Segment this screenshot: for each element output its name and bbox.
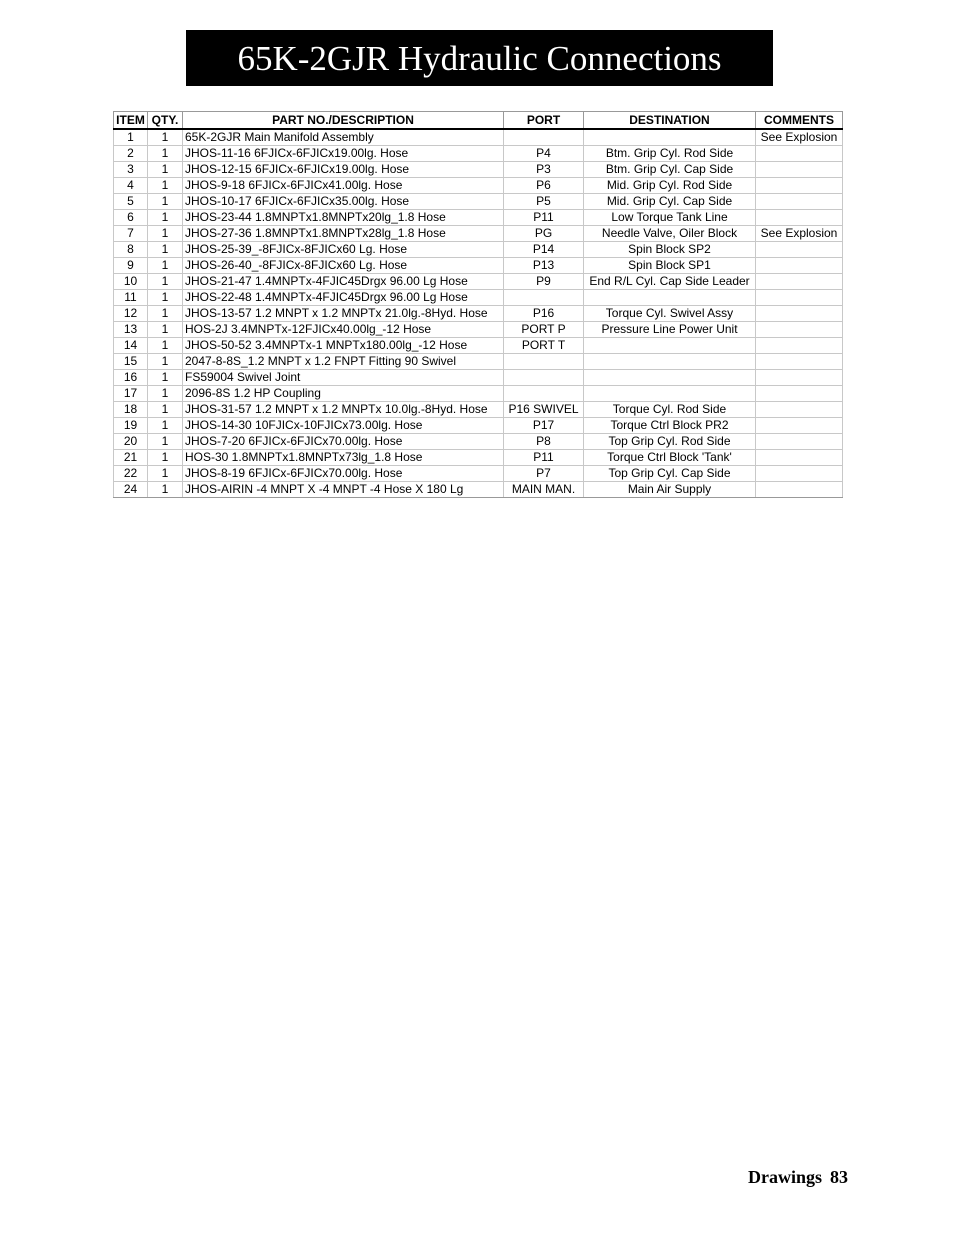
cell-port [504,370,584,386]
cell-qty: 1 [148,306,183,322]
cell-item: 1 [114,129,148,146]
cell-destination: Low Torque Tank Line [584,210,756,226]
cell-item: 2 [114,146,148,162]
header-item: ITEM [114,112,148,130]
table-row [114,322,843,338]
cell-comments [756,210,843,226]
cell-comments [756,162,843,178]
cell-port: P16 [504,306,584,322]
cell-item: 13 [114,322,148,338]
cell-port [504,129,584,146]
cell-part-description: JHOS-11-16 6FJICx-6FJICx19.00lg. Hose [183,146,504,162]
cell-destination [584,370,756,386]
cell-destination: Spin Block SP1 [584,258,756,274]
table-row [114,274,843,290]
header-port: PORT [504,112,584,130]
cell-destination: Btm. Grip Cyl. Cap Side [584,162,756,178]
table-row [114,290,843,306]
footer-page-number: 83 [830,1167,848,1187]
header-destination: DESTINATION [584,112,756,130]
header-qty: QTY. [148,112,183,130]
cell-port: P13 [504,258,584,274]
cell-qty: 1 [148,338,183,354]
cell-part-description: 2047-8-8S_1.2 MNPT x 1.2 FNPT Fitting 90 Swivel [183,354,504,370]
cell-part-description: HOS-30 1.8MNPTx1.8MNPTx73lg_1.8 Hose [183,450,504,466]
cell-destination [584,386,756,402]
cell-part-description: 65K-2GJR Main Manifold Assembly [183,129,504,146]
title-banner [186,30,773,86]
table-row [114,370,843,386]
cell-item: 6 [114,210,148,226]
cell-qty: 1 [148,258,183,274]
cell-destination: Mid. Grip Cyl. Cap Side [584,194,756,210]
cell-port: P17 [504,418,584,434]
cell-qty: 1 [148,226,183,242]
cell-destination: Btm. Grip Cyl. Rod Side [584,146,756,162]
cell-item: 21 [114,450,148,466]
cell-destination: Torque Ctrl Block 'Tank' [584,450,756,466]
header-comments: COMMENTS [756,112,843,130]
cell-port: MAIN MAN. [504,482,584,498]
cell-item: 12 [114,306,148,322]
cell-port [504,386,584,402]
cell-item: 8 [114,242,148,258]
cell-part-description: HOS-2J 3.4MNPTx-12FJICx40.00lg_-12 Hose [183,322,504,338]
table-row [114,258,843,274]
cell-qty: 1 [148,194,183,210]
cell-part-description: JHOS-9-18 6FJICx-6FJICx41.00lg. Hose [183,178,504,194]
cell-port: PORT T [504,338,584,354]
cell-destination: Torque Ctrl Block PR2 [584,418,756,434]
table-row [114,306,843,322]
cell-qty: 1 [148,322,183,338]
cell-item: 14 [114,338,148,354]
table-row [114,354,843,370]
cell-port: P4 [504,146,584,162]
cell-port: PG [504,226,584,242]
cell-comments [756,386,843,402]
table-row [114,178,843,194]
table-row [114,450,843,466]
cell-port: P7 [504,466,584,482]
table-row [114,466,843,482]
cell-part-description: JHOS-23-44 1.8MNPTx1.8MNPTx20lg_1.8 Hose [183,210,504,226]
cell-qty: 1 [148,242,183,258]
table-row [114,210,843,226]
table-row [114,386,843,402]
cell-item: 4 [114,178,148,194]
cell-port: P11 [504,210,584,226]
cell-destination: Needle Valve, Oiler Block [584,226,756,242]
header-part-description: PART NO./DESCRIPTION [183,112,504,130]
cell-comments [756,178,843,194]
cell-qty: 1 [148,386,183,402]
cell-item: 22 [114,466,148,482]
cell-destination: Spin Block SP2 [584,242,756,258]
cell-qty: 1 [148,178,183,194]
cell-qty: 1 [148,129,183,146]
cell-item: 16 [114,370,148,386]
table-row [114,434,843,450]
cell-part-description: 2096-8S 1.2 HP Coupling [183,386,504,402]
cell-comments: See Explosion [756,129,843,146]
table-body [114,129,843,498]
cell-port: P6 [504,178,584,194]
cell-part-description: JHOS-10-17 6FJICx-6FJICx35.00lg. Hose [183,194,504,210]
table-row [114,338,843,354]
cell-comments [756,434,843,450]
table-row [114,226,843,242]
cell-comments [756,482,843,498]
table-row [114,482,843,498]
table-row [114,418,843,434]
cell-qty: 1 [148,466,183,482]
hydraulic-connections-table [113,111,843,498]
cell-item: 15 [114,354,148,370]
cell-port [504,290,584,306]
table-row [114,129,843,146]
cell-part-description: JHOS-AIRIN -4 MNPT X -4 MNPT -4 Hose X 180 Lg [183,482,504,498]
cell-comments [756,466,843,482]
cell-comments [756,450,843,466]
cell-part-description: JHOS-31-57 1.2 MNPT x 1.2 MNPTx 10.0lg.-8Hyd. Hose [183,402,504,418]
cell-destination [584,129,756,146]
cell-comments [756,354,843,370]
cell-destination: Main Air Supply [584,482,756,498]
cell-qty: 1 [148,450,183,466]
cell-part-description: JHOS-12-15 6FJICx-6FJICx19.00lg. Hose [183,162,504,178]
cell-qty: 1 [148,290,183,306]
cell-comments [756,146,843,162]
cell-port: P16 SWIVEL [504,402,584,418]
cell-comments [756,322,843,338]
cell-qty: 1 [148,162,183,178]
cell-port: P8 [504,434,584,450]
table-row [114,162,843,178]
cell-destination: Mid. Grip Cyl. Rod Side [584,178,756,194]
cell-part-description: JHOS-8-19 6FJICx-6FJICx70.00lg. Hose [183,466,504,482]
cell-comments [756,258,843,274]
cell-item: 17 [114,386,148,402]
cell-item: 11 [114,290,148,306]
cell-qty: 1 [148,434,183,450]
cell-destination [584,290,756,306]
cell-part-description: JHOS-50-52 3.4MNPTx-1 MNPTx180.00lg_-12 Hose [183,338,504,354]
cell-comments: See Explosion [756,226,843,242]
cell-qty: 1 [148,210,183,226]
cell-comments [756,402,843,418]
cell-part-description: JHOS-13-57 1.2 MNPT x 1.2 MNPTx 21.0lg.-8Hyd. Hose [183,306,504,322]
cell-destination: Pressure Line Power Unit [584,322,756,338]
page-footer [748,1167,848,1188]
cell-qty: 1 [148,274,183,290]
cell-part-description: JHOS-25-39_-8FJICx-8FJICx60 Lg. Hose [183,242,504,258]
cell-port: P9 [504,274,584,290]
cell-comments [756,306,843,322]
cell-port [504,354,584,370]
page-title: 65K-2GJR Hydraulic Connections [237,38,722,78]
cell-part-description: JHOS-26-40_-8FJICx-8FJICx60 Lg. Hose [183,258,504,274]
cell-item: 19 [114,418,148,434]
cell-destination [584,338,756,354]
cell-port: P14 [504,242,584,258]
table-row [114,194,843,210]
cell-item: 7 [114,226,148,242]
cell-part-description: FS59004 Swivel Joint [183,370,504,386]
cell-item: 20 [114,434,148,450]
cell-item: 3 [114,162,148,178]
cell-part-description: JHOS-21-47 1.4MNPTx-4FJIC45Drgx 96.00 Lg Hose [183,274,504,290]
cell-port: P3 [504,162,584,178]
cell-item: 5 [114,194,148,210]
cell-item: 18 [114,402,148,418]
cell-comments [756,194,843,210]
cell-part-description: JHOS-27-36 1.8MNPTx1.8MNPTx28lg_1.8 Hose [183,226,504,242]
cell-destination: Torque Cyl. Swivel Assy [584,306,756,322]
cell-destination: Top Grip Cyl. Rod Side [584,434,756,450]
table-row [114,242,843,258]
cell-qty: 1 [148,370,183,386]
cell-item: 10 [114,274,148,290]
footer-section: Drawings [747,1167,822,1187]
cell-qty: 1 [148,354,183,370]
cell-destination [584,354,756,370]
header-row [114,112,843,130]
cell-part-description: JHOS-7-20 6FJICx-6FJICx70.00lg. Hose [183,434,504,450]
table-header [114,112,843,130]
cell-port: P5 [504,194,584,210]
cell-comments [756,274,843,290]
cell-part-description: JHOS-14-30 10FJICx-10FJICx73.00lg. Hose [183,418,504,434]
cell-qty: 1 [148,418,183,434]
cell-port: PORT P [504,322,584,338]
cell-comments [756,418,843,434]
cell-qty: 1 [148,482,183,498]
cell-item: 24 [114,482,148,498]
cell-port: P11 [504,450,584,466]
cell-comments [756,290,843,306]
table-row [114,402,843,418]
cell-destination: Top Grip Cyl. Cap Side [584,466,756,482]
cell-destination: Torque Cyl. Rod Side [584,402,756,418]
cell-comments [756,338,843,354]
cell-item: 9 [114,258,148,274]
cell-comments [756,370,843,386]
cell-destination: End R/L Cyl. Cap Side Leader [584,274,756,290]
cell-qty: 1 [148,402,183,418]
cell-part-description: JHOS-22-48 1.4MNPTx-4FJIC45Drgx 96.00 Lg Hose [183,290,504,306]
table-row [114,146,843,162]
cell-comments [756,242,843,258]
cell-qty: 1 [148,146,183,162]
